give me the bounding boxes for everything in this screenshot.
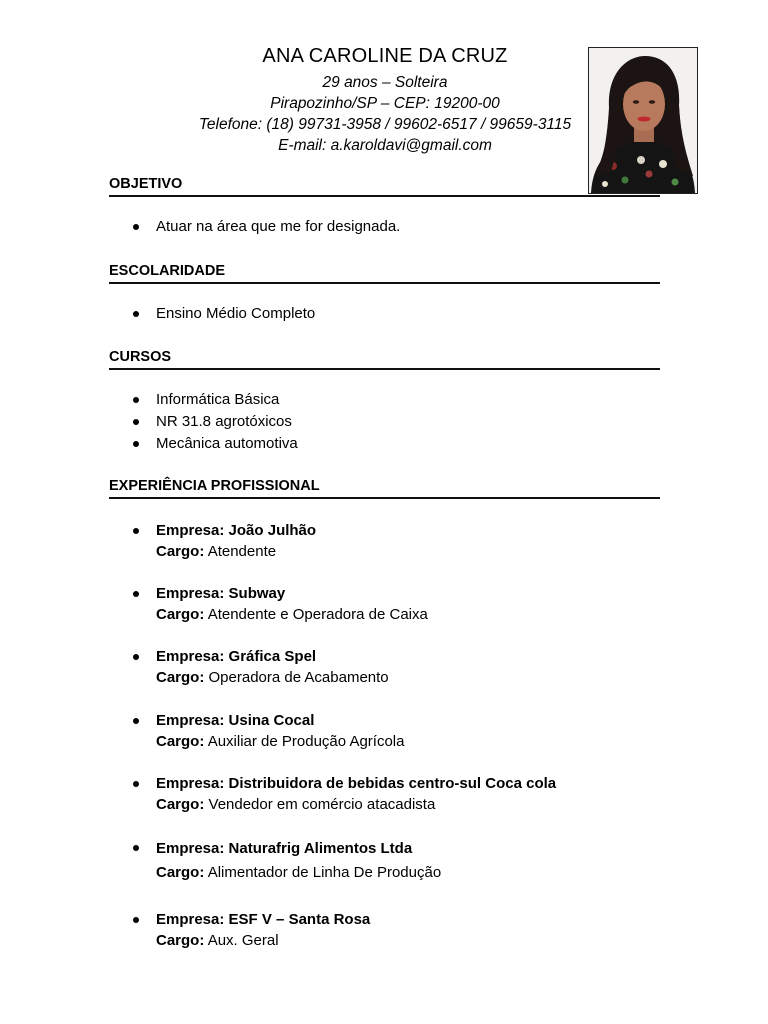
bullet-icon: [133, 224, 139, 230]
role-name: Aux. Geral: [207, 932, 279, 949]
company-name: Subway: [228, 585, 286, 602]
company-name: Usina Cocal: [228, 712, 315, 729]
section-experiencia: [109, 477, 660, 499]
experience-item: Empresa: ESF V – Santa Rosa Cargo: Aux. Geral: [109, 909, 707, 951]
experience-item: Empresa: Gráfica Spel Cargo: Operadora de Acabamento: [109, 646, 707, 688]
resume-header: [150, 44, 620, 156]
bullet-icon: [133, 441, 139, 447]
escolaridade-list: [109, 303, 660, 325]
bullet-icon: [133, 311, 139, 317]
address-line: Pirapozinho/SP – CEP: 19200-00: [270, 95, 500, 112]
candidate-name: ANA CAROLINE DA CRUZ: [262, 45, 508, 67]
bullet-icon: [133, 419, 139, 425]
section-objetivo: [109, 175, 660, 238]
role-name: Atendente e Operadora de Caixa: [207, 606, 428, 623]
company-name: Gráfica Spel: [228, 648, 317, 665]
bullet-icon: [133, 397, 139, 403]
role-name: Vendedor em comércio atacadista: [208, 796, 436, 813]
section-escolaridade: [109, 262, 660, 325]
section-title-escolaridade: ESCOLARIDADE: [109, 262, 660, 284]
list-item: Informática Básica: [109, 389, 660, 411]
experience-item: Empresa: Naturafrig Alimentos Ltda Cargo: Alimentador de Linha De Produção: [109, 837, 707, 885]
section-title-objetivo: OBJETIVO: [109, 175, 660, 197]
company-name: ESF V – Santa Rosa: [228, 911, 371, 928]
section-cursos: [109, 348, 660, 455]
experience-item: Empresa: Subway Cargo: Atendente e Operadora de Caixa: [109, 583, 707, 625]
bullet-icon: [133, 718, 139, 724]
profile-photo: [588, 47, 698, 194]
bullet-icon: [133, 528, 139, 534]
role-name: Atendente: [207, 543, 277, 560]
role-name: Alimentador de Linha De Produção: [207, 864, 442, 881]
portrait-image: [589, 48, 697, 193]
company-name: Distribuidora de bebidas centro-sul Coca cola: [228, 775, 557, 792]
phone-line: Telefone: (18) 99731-3958 / 99602-6517 / 99659-3115: [198, 116, 572, 133]
list-item: Atuar na área que me for designada.: [109, 216, 660, 238]
company-name: João Julhão: [228, 522, 317, 539]
bullet-icon: [133, 654, 139, 660]
bullet-icon: [133, 845, 139, 851]
list-item: NR 31.8 agrotóxicos: [109, 411, 660, 433]
list-item: Ensino Médio Completo: [109, 303, 660, 325]
section-title-experiencia: EXPERIÊNCIA PROFISSIONAL: [109, 477, 660, 499]
list-item: Mecânica automotiva: [109, 433, 660, 455]
company-name: Naturafrig Alimentos Ltda: [228, 840, 413, 857]
role-name: Operadora de Acabamento: [208, 669, 389, 686]
experience-item: Empresa: João Julhão Cargo: Atendente: [109, 520, 707, 562]
email-line: E-mail: a.karoldavi@gmail.com: [278, 137, 492, 154]
role-name: Auxiliar de Produção Agrícola: [207, 733, 405, 750]
cursos-list: [109, 389, 660, 455]
bullet-icon: [133, 781, 139, 787]
experience-item: Empresa: Distribuidora de bebidas centro-sul Coca cola Cargo: Vendedor em comércio atacadista: [109, 773, 707, 815]
age-marital-status: 29 anos – Solteira: [322, 74, 448, 91]
bullet-icon: [133, 917, 139, 923]
bullet-icon: [133, 591, 139, 597]
experience-item: Empresa: Usina Cocal Cargo: Auxiliar de Produção Agrícola: [109, 710, 707, 752]
section-title-cursos: CURSOS: [109, 348, 660, 370]
objetivo-list: [109, 216, 660, 238]
